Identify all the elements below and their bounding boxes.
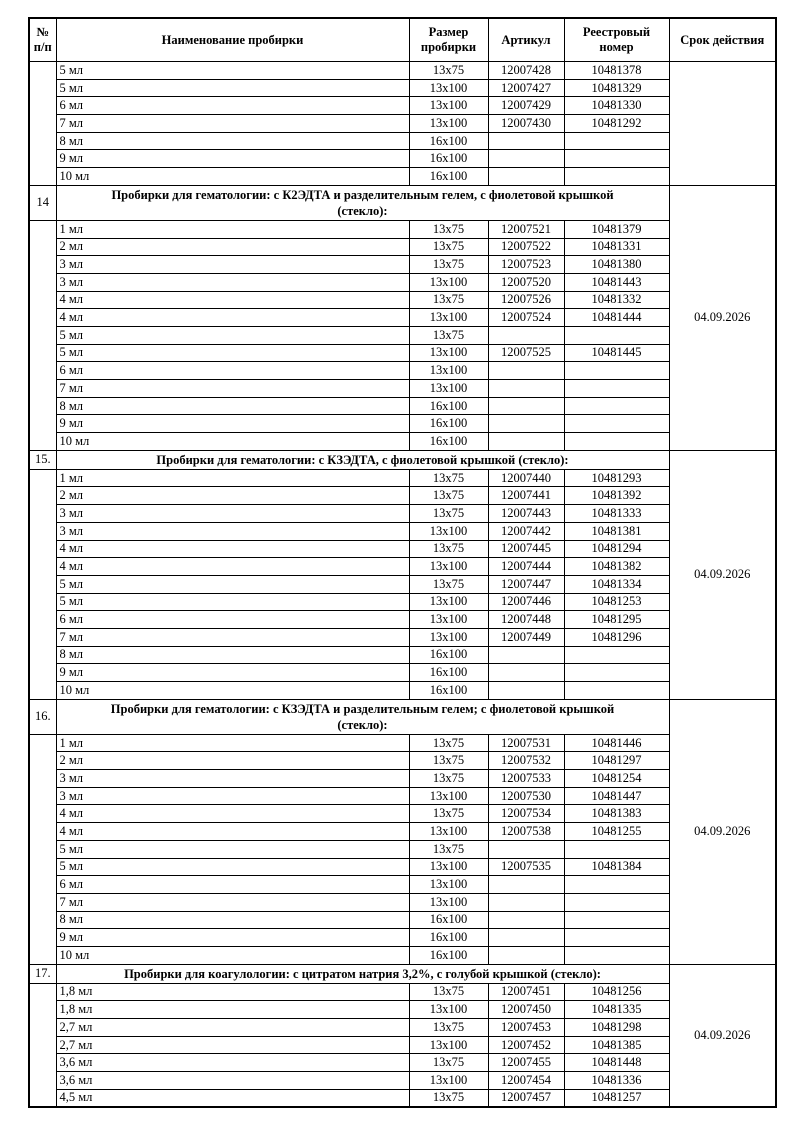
cell-size: 13x75 (409, 805, 488, 823)
table-row (29, 1001, 776, 1019)
table-row (29, 682, 776, 700)
cell-article: 12007530 (488, 787, 564, 805)
cell-article: 12007531 (488, 734, 564, 752)
cell-size: 16x100 (409, 946, 488, 964)
cell-size: 13x100 (409, 611, 488, 629)
table-row (29, 1054, 776, 1072)
section-number: 17. (29, 964, 56, 983)
cell-article: 12007442 (488, 522, 564, 540)
cell-name: 1 мл (56, 469, 409, 487)
table-row (29, 132, 776, 150)
cell-registry (564, 168, 669, 186)
header-col-name: Наименование пробирки (56, 18, 409, 62)
section-header-row (29, 699, 776, 734)
cell-registry: 10481295 (564, 611, 669, 629)
cell-registry (564, 664, 669, 682)
cell-size: 13x100 (409, 823, 488, 841)
header-col-article: Артикул (488, 18, 564, 62)
cell-size: 13x100 (409, 1001, 488, 1019)
cell-article (488, 946, 564, 964)
table-head (29, 18, 776, 62)
cell-registry: 10481447 (564, 787, 669, 805)
cell-article: 12007521 (488, 220, 564, 238)
cell-registry (564, 840, 669, 858)
cell-name: 5 мл (56, 575, 409, 593)
table-row (29, 893, 776, 911)
cell-size: 16x100 (409, 911, 488, 929)
section-title: Пробирки для коагулологии: с цитратом натрия 3,2%, с голубой крышкой (стекло): (56, 964, 669, 983)
section-number-empty (29, 469, 56, 699)
cell-article (488, 150, 564, 168)
cell-article: 12007523 (488, 256, 564, 274)
cell-name: 5 мл (56, 79, 409, 97)
cell-article (488, 840, 564, 858)
table-row (29, 983, 776, 1001)
cell-name: 10 мл (56, 682, 409, 700)
validity-date: 04.09.2026 (669, 450, 776, 699)
cell-name: 9 мл (56, 150, 409, 168)
cell-name: 4 мл (56, 540, 409, 558)
cell-name: 5 мл (56, 858, 409, 876)
cell-registry: 10481255 (564, 823, 669, 841)
header-col-number: № п/п (29, 18, 56, 62)
table-row (29, 1019, 776, 1037)
cell-registry: 10481383 (564, 805, 669, 823)
cell-registry: 10481253 (564, 593, 669, 611)
table-row (29, 823, 776, 841)
table-row (29, 397, 776, 415)
cell-name: 8 мл (56, 132, 409, 150)
cell-registry (564, 397, 669, 415)
cell-size: 13x75 (409, 752, 488, 770)
cell-name: 6 мл (56, 876, 409, 894)
cell-name: 3 мл (56, 770, 409, 788)
cell-article (488, 397, 564, 415)
cell-registry: 10481336 (564, 1072, 669, 1090)
cell-article: 12007445 (488, 540, 564, 558)
cell-article: 12007520 (488, 273, 564, 291)
cell-name: 5 мл (56, 840, 409, 858)
cell-registry: 10481384 (564, 858, 669, 876)
cell-registry (564, 415, 669, 433)
cell-name: 5 мл (56, 593, 409, 611)
cell-size: 13x100 (409, 858, 488, 876)
cell-article (488, 415, 564, 433)
cell-registry: 10481448 (564, 1054, 669, 1072)
table-row (29, 97, 776, 115)
cell-name: 8 мл (56, 911, 409, 929)
table-row (29, 309, 776, 327)
cell-size: 16x100 (409, 433, 488, 451)
tubes-table (28, 17, 777, 1108)
cell-size: 13x75 (409, 840, 488, 858)
table-row (29, 911, 776, 929)
cell-size: 13x100 (409, 115, 488, 133)
cell-name: 4 мл (56, 309, 409, 327)
table-row (29, 150, 776, 168)
table-row (29, 433, 776, 451)
cell-registry: 10481379 (564, 220, 669, 238)
table-row (29, 1036, 776, 1054)
cell-size: 16x100 (409, 132, 488, 150)
cell-name: 6 мл (56, 97, 409, 115)
cell-article: 12007448 (488, 611, 564, 629)
cell-name: 2,7 мл (56, 1036, 409, 1054)
cell-article: 12007444 (488, 558, 564, 576)
cell-registry: 10481297 (564, 752, 669, 770)
table-row (29, 505, 776, 523)
cell-registry: 10481296 (564, 628, 669, 646)
table-row (29, 273, 776, 291)
table-row (29, 344, 776, 362)
header-row (29, 18, 776, 62)
table-row (29, 1072, 776, 1090)
cell-article (488, 682, 564, 700)
cell-size: 13x100 (409, 362, 488, 380)
cell-name: 8 мл (56, 397, 409, 415)
cell-name: 10 мл (56, 433, 409, 451)
table-row (29, 575, 776, 593)
cell-registry: 10481293 (564, 469, 669, 487)
header-col-size: Размер пробирки (409, 18, 488, 62)
cell-article (488, 664, 564, 682)
cell-size: 13x75 (409, 575, 488, 593)
validity-date (669, 62, 776, 186)
cell-registry (564, 132, 669, 150)
cell-name: 3 мл (56, 256, 409, 274)
validity-date: 04.09.2026 (669, 699, 776, 964)
table-row (29, 558, 776, 576)
cell-article: 12007538 (488, 823, 564, 841)
cell-name: 3,6 мл (56, 1054, 409, 1072)
cell-registry: 10481335 (564, 1001, 669, 1019)
cell-article (488, 433, 564, 451)
table-row (29, 362, 776, 380)
cell-size: 13x100 (409, 1072, 488, 1090)
table-row (29, 256, 776, 274)
section-number-empty (29, 62, 56, 186)
table-row (29, 929, 776, 947)
table-row (29, 540, 776, 558)
cell-size: 13x75 (409, 1054, 488, 1072)
cell-size: 13x75 (409, 734, 488, 752)
cell-article (488, 132, 564, 150)
cell-size: 13x100 (409, 1036, 488, 1054)
section-title: Пробирки для гематологии: с КЗЭДТА и разделительным гелем; с фиолетовой крышкой (стекло): (56, 699, 669, 734)
cell-article: 12007532 (488, 752, 564, 770)
cell-size: 13x75 (409, 1089, 488, 1107)
cell-size: 16x100 (409, 397, 488, 415)
cell-article (488, 646, 564, 664)
cell-article (488, 326, 564, 344)
table-row (29, 380, 776, 398)
cell-size: 13x75 (409, 1019, 488, 1037)
cell-size: 13x75 (409, 469, 488, 487)
table-row (29, 1089, 776, 1107)
cell-size: 16x100 (409, 168, 488, 186)
cell-size: 13x100 (409, 344, 488, 362)
cell-article (488, 911, 564, 929)
cell-registry: 10481329 (564, 79, 669, 97)
cell-size: 13x75 (409, 487, 488, 505)
cell-article (488, 893, 564, 911)
cell-name: 4 мл (56, 291, 409, 309)
header-col-validity: Срок действия (669, 18, 776, 62)
cell-name: 6 мл (56, 611, 409, 629)
cell-name: 10 мл (56, 168, 409, 186)
cell-name: 3 мл (56, 505, 409, 523)
section-number: 16. (29, 699, 56, 734)
table-row (29, 469, 776, 487)
cell-article: 12007525 (488, 344, 564, 362)
cell-name: 1,8 мл (56, 983, 409, 1001)
section-title: Пробирки для гематологии: с КЗЭДТА, с фиолетовой крышкой (стекло): (56, 450, 669, 469)
validity-date: 04.09.2026 (669, 964, 776, 1107)
cell-size: 13x100 (409, 787, 488, 805)
cell-name: 3 мл (56, 522, 409, 540)
cell-registry: 10481444 (564, 309, 669, 327)
cell-article (488, 362, 564, 380)
cell-article: 12007526 (488, 291, 564, 309)
cell-registry (564, 876, 669, 894)
cell-article: 12007449 (488, 628, 564, 646)
cell-size: 13x75 (409, 220, 488, 238)
cell-size: 13x100 (409, 522, 488, 540)
cell-name: 3 мл (56, 273, 409, 291)
cell-article: 12007429 (488, 97, 564, 115)
cell-registry: 10481443 (564, 273, 669, 291)
cell-article (488, 876, 564, 894)
table-body (29, 62, 776, 1107)
cell-registry: 10481330 (564, 97, 669, 115)
cell-registry: 10481382 (564, 558, 669, 576)
cell-registry (564, 362, 669, 380)
section-header-row (29, 450, 776, 469)
cell-size: 13x75 (409, 238, 488, 256)
table-row (29, 79, 776, 97)
cell-name: 4 мл (56, 805, 409, 823)
cell-registry (564, 682, 669, 700)
cell-registry (564, 929, 669, 947)
cell-name: 4,5 мл (56, 1089, 409, 1107)
cell-registry (564, 946, 669, 964)
cell-article: 12007447 (488, 575, 564, 593)
cell-name: 5 мл (56, 326, 409, 344)
cell-size: 13x100 (409, 79, 488, 97)
cell-size: 13x75 (409, 291, 488, 309)
cell-article: 12007534 (488, 805, 564, 823)
cell-name: 2 мл (56, 752, 409, 770)
cell-article: 12007454 (488, 1072, 564, 1090)
cell-name: 2,7 мл (56, 1019, 409, 1037)
cell-article: 12007457 (488, 1089, 564, 1107)
table-row (29, 876, 776, 894)
cell-size: 13x75 (409, 983, 488, 1001)
cell-registry (564, 326, 669, 344)
cell-registry: 10481332 (564, 291, 669, 309)
cell-name: 7 мл (56, 628, 409, 646)
validity-date: 04.09.2026 (669, 185, 776, 450)
cell-name: 3,6 мл (56, 1072, 409, 1090)
cell-article: 12007443 (488, 505, 564, 523)
cell-size: 13x100 (409, 273, 488, 291)
cell-registry: 10481334 (564, 575, 669, 593)
table-row (29, 858, 776, 876)
cell-size: 13x100 (409, 876, 488, 894)
cell-size: 16x100 (409, 415, 488, 433)
table-row (29, 628, 776, 646)
table-row (29, 168, 776, 186)
section-number: 14 (29, 185, 56, 220)
cell-name: 7 мл (56, 380, 409, 398)
cell-size: 13x100 (409, 97, 488, 115)
cell-registry (564, 911, 669, 929)
cell-registry: 10481257 (564, 1089, 669, 1107)
cell-registry: 10481380 (564, 256, 669, 274)
section-title: Пробирки для гематологии: с К2ЭДТА и разделительным гелем, с фиолетовой крышкой (стекло): (56, 185, 669, 220)
cell-registry: 10481445 (564, 344, 669, 362)
cell-name: 9 мл (56, 415, 409, 433)
cell-size: 13x75 (409, 505, 488, 523)
cell-registry (564, 150, 669, 168)
table-row (29, 946, 776, 964)
cell-name: 4 мл (56, 823, 409, 841)
cell-article (488, 168, 564, 186)
cell-registry: 10481298 (564, 1019, 669, 1037)
cell-size: 13x100 (409, 893, 488, 911)
cell-name: 9 мл (56, 664, 409, 682)
table-row (29, 326, 776, 344)
cell-size: 13x75 (409, 326, 488, 344)
cell-size: 16x100 (409, 682, 488, 700)
cell-name: 1 мл (56, 734, 409, 752)
table-row (29, 840, 776, 858)
table-row (29, 238, 776, 256)
cell-article (488, 380, 564, 398)
cell-name: 1,8 мл (56, 1001, 409, 1019)
cell-size: 13x75 (409, 770, 488, 788)
cell-size: 13x100 (409, 558, 488, 576)
table-row (29, 522, 776, 540)
cell-size: 16x100 (409, 664, 488, 682)
cell-article (488, 929, 564, 947)
cell-size: 13x75 (409, 540, 488, 558)
cell-registry: 10481446 (564, 734, 669, 752)
table-row (29, 752, 776, 770)
cell-size: 13x100 (409, 628, 488, 646)
cell-article: 12007522 (488, 238, 564, 256)
cell-name: 2 мл (56, 238, 409, 256)
cell-name: 5 мл (56, 62, 409, 80)
cell-registry: 10481294 (564, 540, 669, 558)
table-row (29, 291, 776, 309)
cell-name: 7 мл (56, 893, 409, 911)
cell-size: 16x100 (409, 150, 488, 168)
section-header-row (29, 964, 776, 983)
table-row (29, 593, 776, 611)
cell-registry: 10481333 (564, 505, 669, 523)
cell-article: 12007453 (488, 1019, 564, 1037)
table-row (29, 62, 776, 80)
cell-name: 5 мл (56, 344, 409, 362)
cell-name: 1 мл (56, 220, 409, 238)
cell-article: 12007533 (488, 770, 564, 788)
cell-registry: 10481378 (564, 62, 669, 80)
header-col-registry: Реестровый номер (564, 18, 669, 62)
cell-name: 4 мл (56, 558, 409, 576)
cell-name: 8 мл (56, 646, 409, 664)
cell-article: 12007452 (488, 1036, 564, 1054)
cell-name: 6 мл (56, 362, 409, 380)
cell-article: 12007441 (488, 487, 564, 505)
cell-article: 12007451 (488, 983, 564, 1001)
section-number-empty (29, 734, 56, 964)
cell-size: 13x100 (409, 380, 488, 398)
cell-registry: 10481256 (564, 983, 669, 1001)
cell-name: 2 мл (56, 487, 409, 505)
cell-article: 12007430 (488, 115, 564, 133)
table-row (29, 611, 776, 629)
section-header-row (29, 185, 776, 220)
table-row (29, 805, 776, 823)
cell-size: 16x100 (409, 646, 488, 664)
cell-article: 12007450 (488, 1001, 564, 1019)
cell-registry: 10481381 (564, 522, 669, 540)
cell-size: 13x100 (409, 309, 488, 327)
cell-registry: 10481254 (564, 770, 669, 788)
table-row (29, 664, 776, 682)
cell-size: 16x100 (409, 929, 488, 947)
cell-size: 13x75 (409, 256, 488, 274)
cell-registry: 10481292 (564, 115, 669, 133)
cell-article: 12007428 (488, 62, 564, 80)
cell-name: 7 мл (56, 115, 409, 133)
cell-article: 12007427 (488, 79, 564, 97)
section-number-empty (29, 983, 56, 1107)
table-row (29, 487, 776, 505)
table-row (29, 220, 776, 238)
cell-registry (564, 380, 669, 398)
cell-registry: 10481385 (564, 1036, 669, 1054)
table-row (29, 415, 776, 433)
cell-size: 13x100 (409, 593, 488, 611)
table-row (29, 770, 776, 788)
table-row (29, 646, 776, 664)
cell-article: 12007446 (488, 593, 564, 611)
cell-article: 12007535 (488, 858, 564, 876)
table-row (29, 734, 776, 752)
cell-name: 10 мл (56, 946, 409, 964)
cell-registry: 10481392 (564, 487, 669, 505)
cell-article: 12007524 (488, 309, 564, 327)
table-row (29, 787, 776, 805)
cell-registry (564, 433, 669, 451)
cell-article: 12007455 (488, 1054, 564, 1072)
cell-name: 9 мл (56, 929, 409, 947)
section-number-empty (29, 220, 56, 450)
cell-name: 3 мл (56, 787, 409, 805)
cell-size: 13x75 (409, 62, 488, 80)
cell-registry (564, 646, 669, 664)
cell-article: 12007440 (488, 469, 564, 487)
section-number: 15. (29, 450, 56, 469)
table-row (29, 115, 776, 133)
cell-registry: 10481331 (564, 238, 669, 256)
cell-registry (564, 893, 669, 911)
